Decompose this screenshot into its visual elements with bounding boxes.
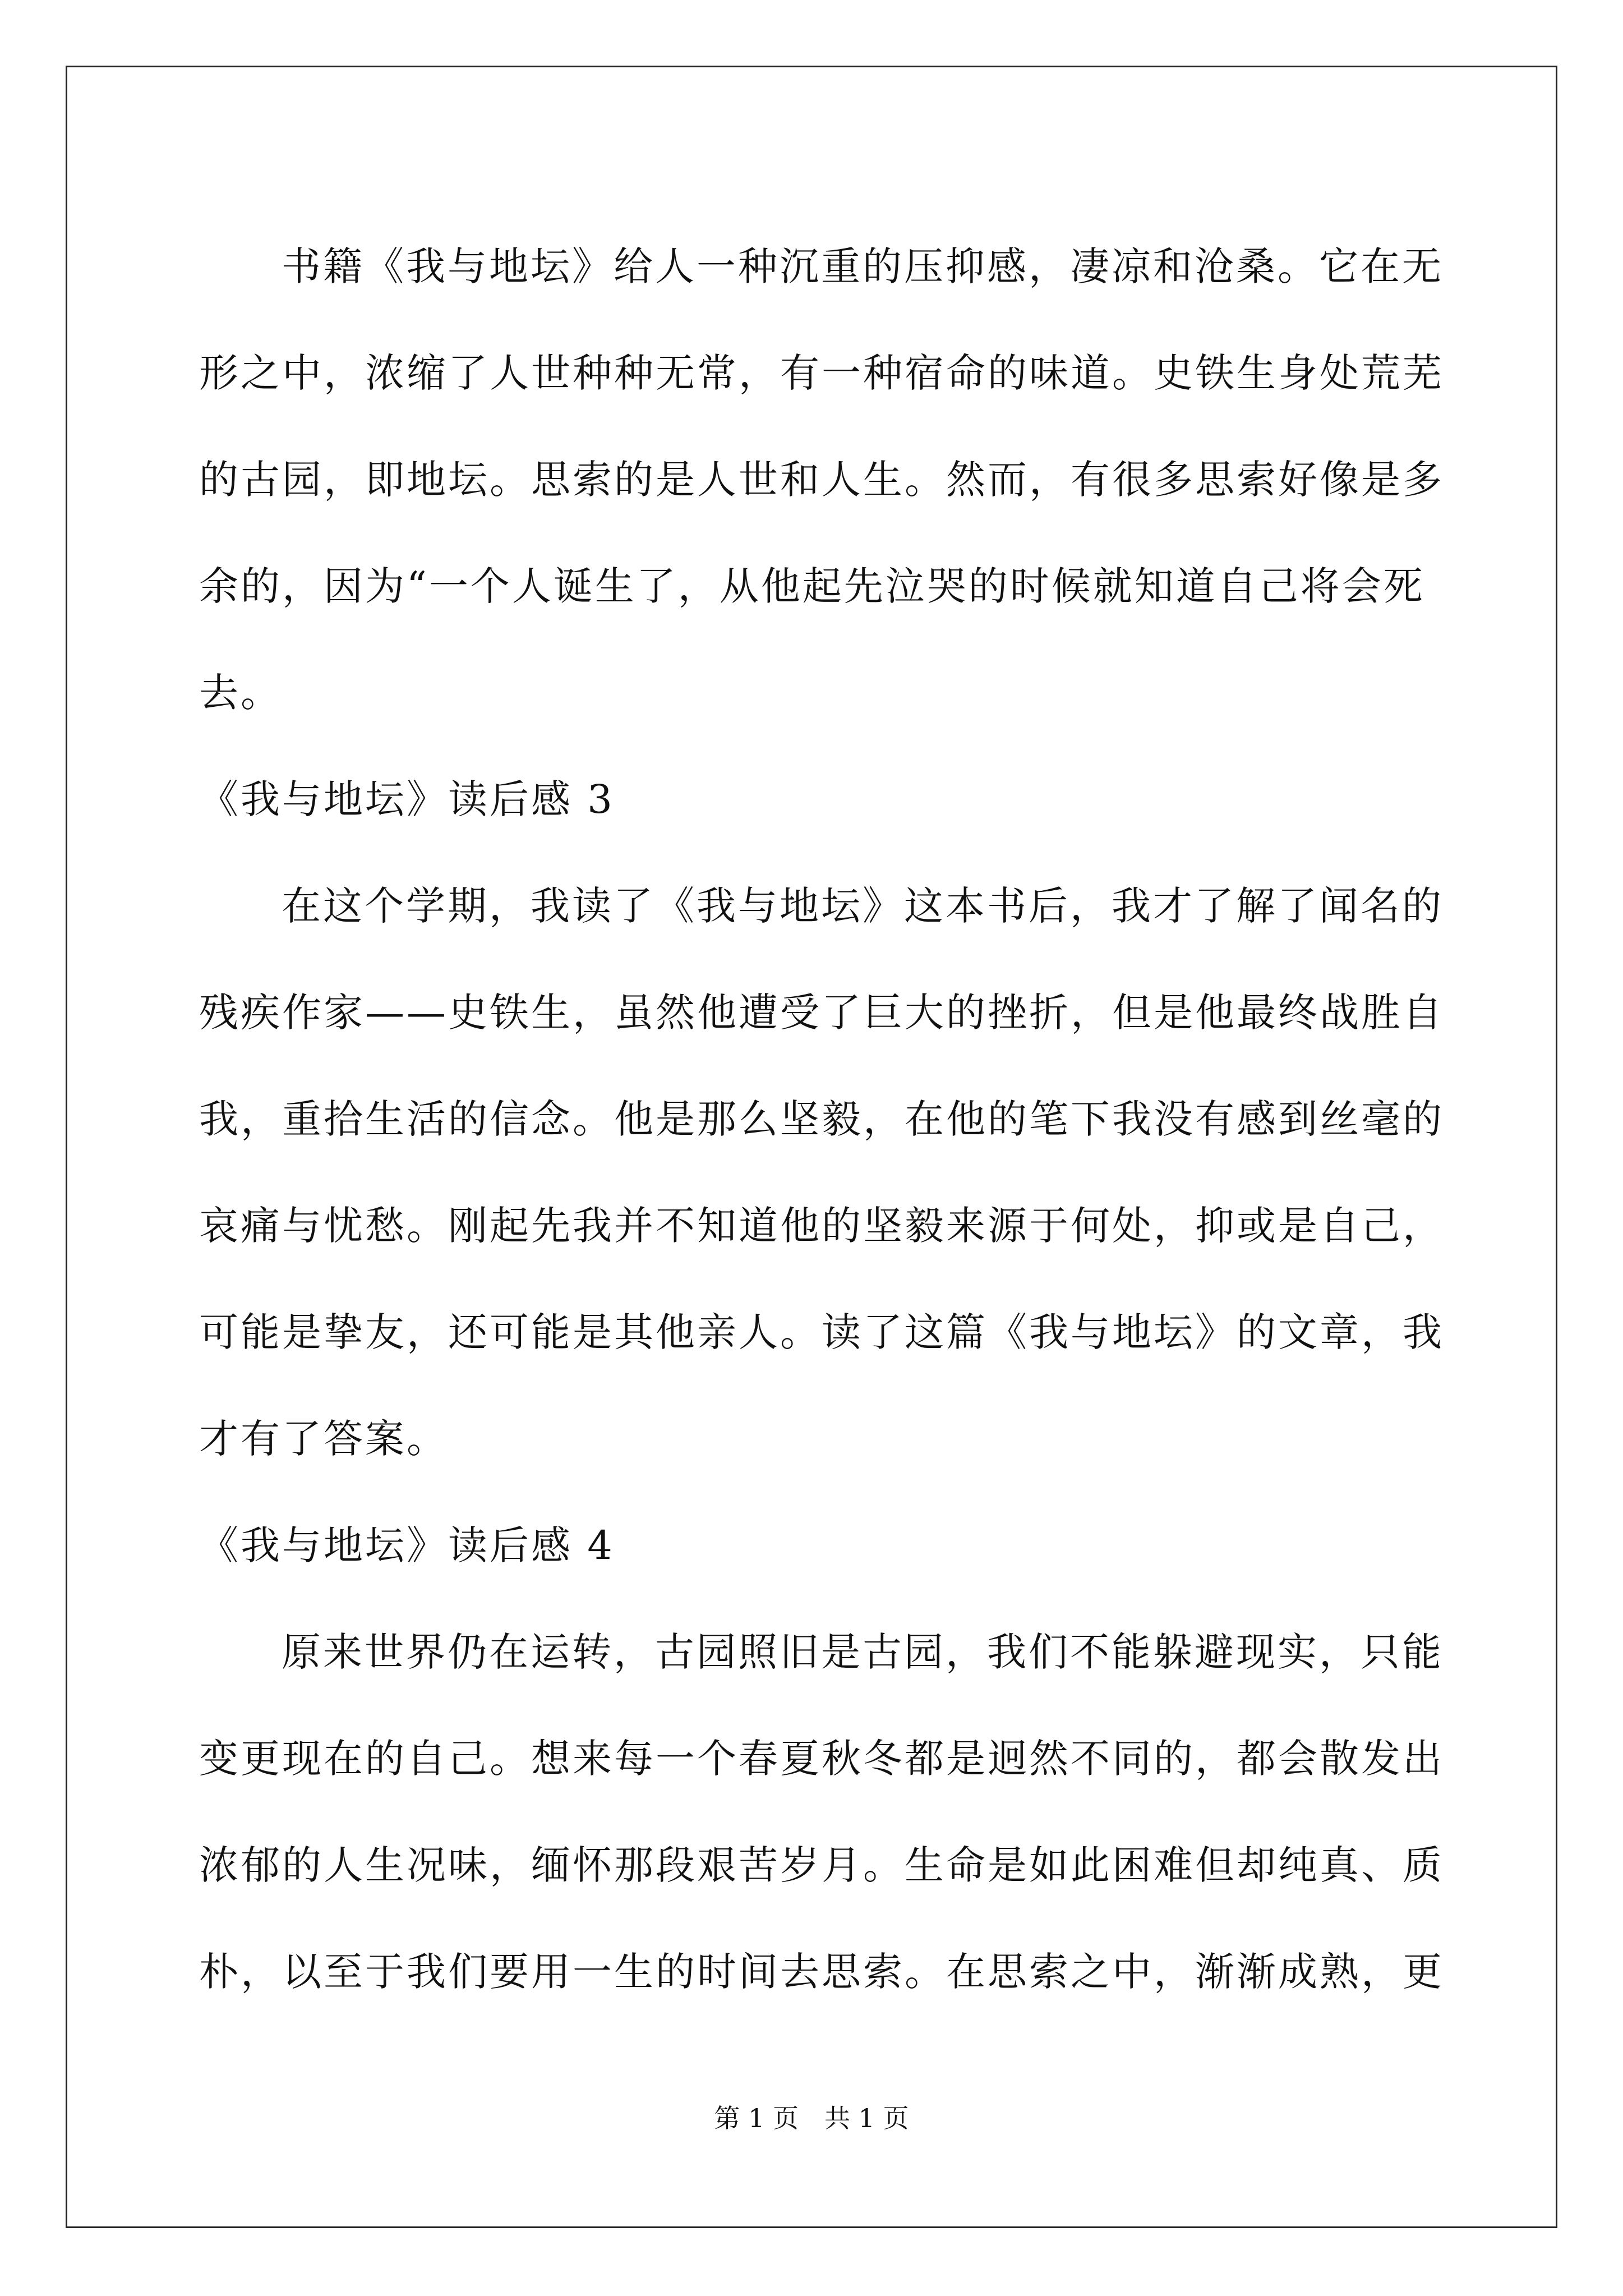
paragraph-line: 朴，以至于我们要用一生的时间去思索。在思索之中，渐渐成熟，更 [199, 1949, 1444, 1995]
paragraph-line: 才有了答案。 [199, 1416, 448, 1462]
paragraph-line: 浓郁的人生况味，缅怀那段艰苦岁月。生命是如此困难但却纯真、质 [199, 1842, 1444, 1888]
paragraph-line: 形之中，浓缩了人世种种无常，有一种宿命的味道。史铁生身处荒芜 [199, 350, 1444, 396]
section-heading: 《我与地坛》读后感 4 [199, 1522, 615, 1568]
paragraph-line: 哀痛与忧愁。刚起先我并不知道他的坚毅来源于何处，抑或是自己， [199, 1203, 1444, 1249]
paragraph-line: 的古园，即地坛。思索的是人世和人生。然而，有很多思索好像是多 [199, 457, 1444, 503]
paragraph-line: 去。 [199, 670, 282, 716]
paragraph-line: 变更现在的自己。想来每一个春夏秋冬都是迥然不同的，都会散发出 [199, 1736, 1444, 1782]
paragraph-line: 余的，因为“一个人诞生了，从他起先泣哭的时候就知道自己将会死 [199, 563, 1425, 609]
document-body [199, 213, 1444, 2025]
paragraph-line: 原来世界仍在运转，古园照旧是古园，我们不能躲避现实，只能 [282, 1629, 1444, 1675]
paragraph-line: 我，重拾生活的信念。他是那么坚毅，在他的笔下我没有感到丝毫的 [199, 1096, 1444, 1142]
section-heading: 《我与地坛》读后感 3 [199, 776, 615, 822]
paragraph-line: 残疾作家——史铁生，虽然他遭受了巨大的挫折，但是他最终战胜自 [199, 990, 1444, 1036]
page-footer: 第 1 页 共 1 页 [714, 2103, 909, 2133]
paragraph-line: 可能是挚友，还可能是其他亲人。读了这篇《我与地坛》的文章，我 [199, 1309, 1444, 1355]
paragraph-line: 书籍《我与地坛》给人一种沉重的压抑感，凄凉和沧桑。它在无 [282, 243, 1444, 289]
paragraph-line: 在这个学期，我读了《我与地坛》这本书后，我才了解了闻名的 [282, 883, 1444, 929]
